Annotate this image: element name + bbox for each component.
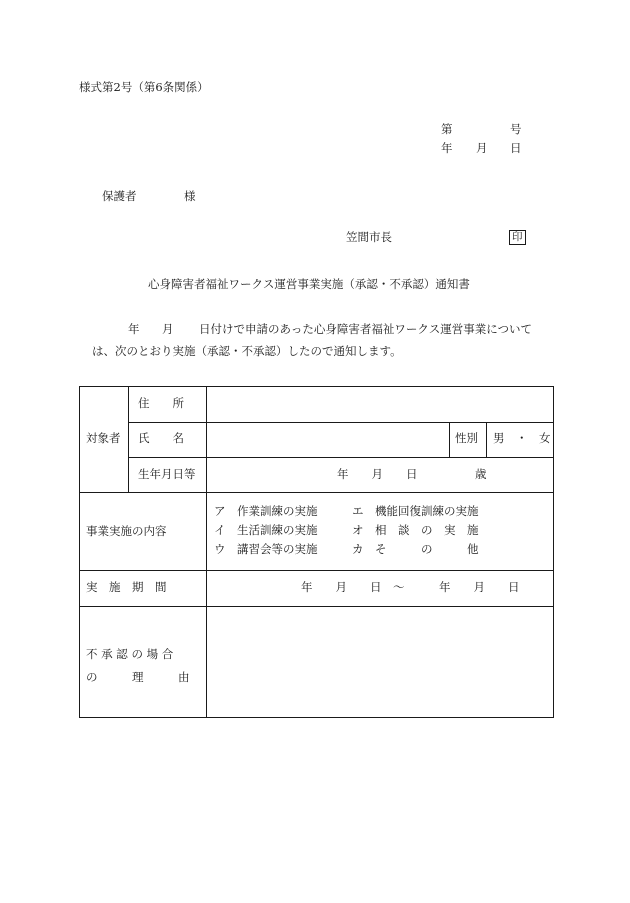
period-value: 年 月 日 ～ 年 月 日 <box>301 580 520 594</box>
content-item-i: イ 生活訓練の実施 <box>214 523 318 537</box>
row-divider <box>80 606 553 607</box>
doc-number-suffix: 号 <box>510 122 522 136</box>
body-line-2: は、次のとおり実施（承認・不承認）したので通知します。 <box>92 344 402 358</box>
col-divider <box>206 387 207 717</box>
date-year: 年 <box>441 141 453 155</box>
recipient-label: 保護者 <box>102 189 137 203</box>
content-item-a: ア 作業訓練の実施 <box>214 504 318 518</box>
date-month: 月 <box>476 141 488 155</box>
col-divider <box>486 422 487 457</box>
date-day: 日 <box>510 141 522 155</box>
content-item-u: ウ 講習会等の実施 <box>214 542 318 556</box>
issuer-name: 笠間市長 <box>346 230 392 244</box>
name-label: 氏 名 <box>138 431 184 445</box>
content-item-e: エ 機能回復訓練の実施 <box>352 504 479 518</box>
content-item-o: オ 相 談 の 実 施 <box>352 523 479 537</box>
col-divider <box>449 422 450 457</box>
reject-reason-label-2: の 理 由 <box>86 670 190 684</box>
gender-label: 性別 <box>455 431 478 445</box>
address-label: 住 所 <box>138 396 184 410</box>
seal-stamp: 印 <box>509 230 526 245</box>
body-year: 年 <box>128 322 140 336</box>
body-line-1: 日付けで申請のあった心身障害者福祉ワークス運営事業について <box>199 322 533 336</box>
form-number: 様式第2号（第6条関係） <box>79 80 209 94</box>
reject-reason-label-1: 不 承 認 の 場 合 <box>86 647 174 661</box>
row-divider <box>128 457 553 458</box>
document-title: 心身障害者福祉ワークス運営事業実施（承認・不承認）通知書 <box>148 277 470 291</box>
period-label: 実 施 期 間 <box>86 580 167 594</box>
subject-label: 対象者 <box>86 431 121 445</box>
content-item-ka: カ そ の 他 <box>352 542 479 556</box>
gender-options: 男 ・ 女 <box>493 431 551 445</box>
row-divider <box>80 570 553 571</box>
dob-label: 生年月日等 <box>138 467 196 481</box>
doc-number-prefix: 第 <box>441 122 453 136</box>
recipient-honorific: 様 <box>184 189 196 203</box>
col-divider <box>128 387 129 492</box>
body-month: 月 <box>162 322 174 336</box>
row-divider <box>128 422 553 423</box>
notification-table <box>79 386 554 718</box>
row-divider <box>80 492 553 493</box>
content-label: 事業実施の内容 <box>86 524 167 538</box>
dob-value: 年 月 日 歳 <box>337 467 487 481</box>
